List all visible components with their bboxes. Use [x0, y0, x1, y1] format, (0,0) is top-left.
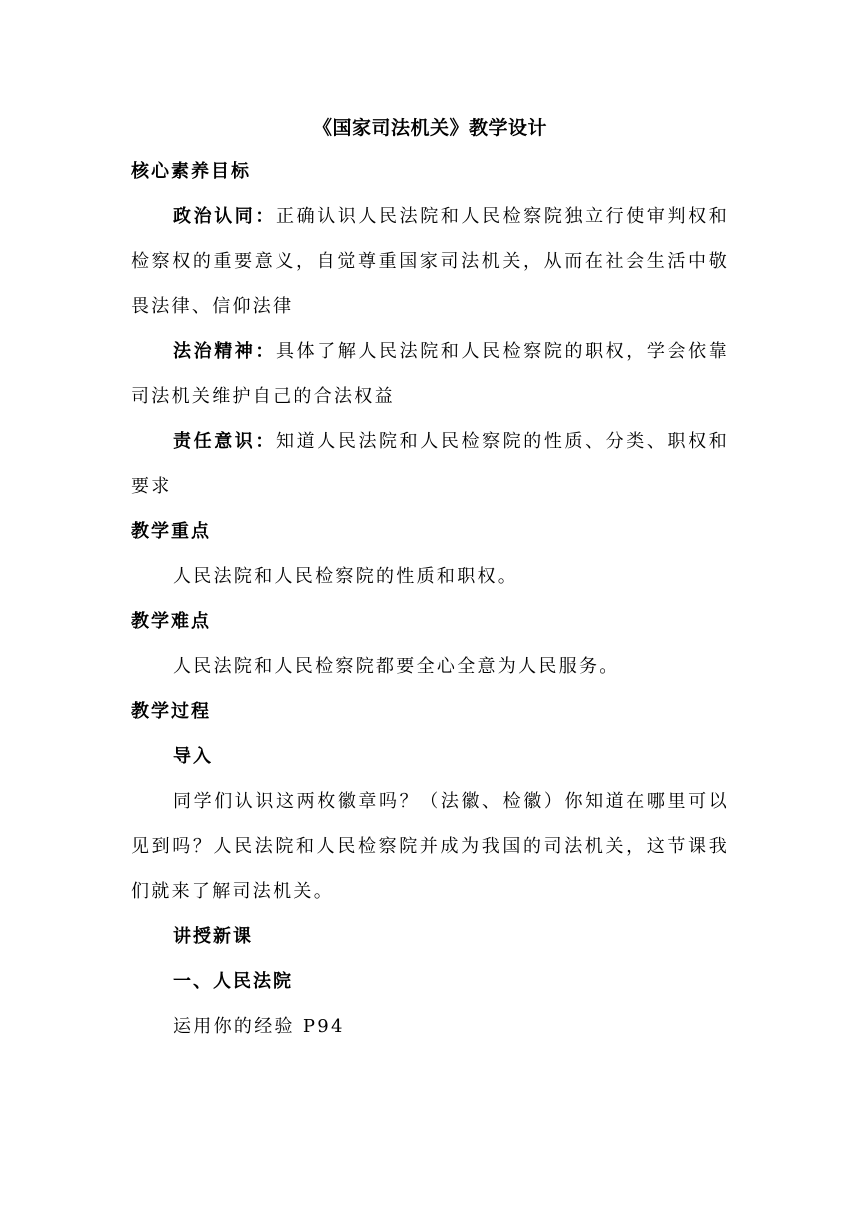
key-points-heading: 教学重点	[131, 521, 211, 542]
teaching-process-heading: 教学过程	[131, 701, 211, 722]
section1-line: 运用你的经验 P94	[173, 1016, 345, 1037]
political-identity-label: 政治认同：	[173, 206, 277, 227]
rule-of-law-paragraph	[131, 329, 729, 419]
difficult-points-heading: 教学难点	[131, 611, 211, 632]
political-identity-text: 正确认识人民法院和人民检察院独立行使审判权和检察权的重要意义，自觉尊重国家司法机关，从而在社会生活中敬畏法律、信仰法律	[131, 206, 730, 317]
intro-heading: 导入	[173, 746, 213, 767]
responsibility-paragraph	[131, 419, 729, 509]
difficult-points-text: 人民法院和人民检察院都要全心全意为人民服务。	[173, 656, 620, 677]
key-points-text: 人民法院和人民检察院的性质和职权。	[173, 566, 519, 587]
political-identity-paragraph	[131, 194, 729, 329]
core-goals-heading: 核心素养目标	[131, 161, 251, 182]
new-lesson-heading: 讲授新课	[173, 926, 253, 947]
responsibility-text: 知道人民法院和人民检察院的性质、分类、职权和要求	[131, 431, 730, 497]
rule-of-law-label: 法治精神：	[173, 341, 277, 362]
responsibility-label: 责任意识：	[173, 431, 277, 452]
document-title: 《国家司法机关》教学设计	[312, 117, 547, 139]
rule-of-law-text: 具体了解人民法院和人民检察院的职权，学会依靠司法机关维护自己的合法权益	[131, 341, 730, 407]
section1-heading: 一、人民法院	[173, 971, 293, 992]
intro-paragraph: 同学们认识这两枚徽章吗？（法徽、检徽）你知道在哪里可以见到吗？人民法院和人民检察院并成为我国的司法机关，这节课我们就来了解司法机关。	[131, 791, 729, 902]
